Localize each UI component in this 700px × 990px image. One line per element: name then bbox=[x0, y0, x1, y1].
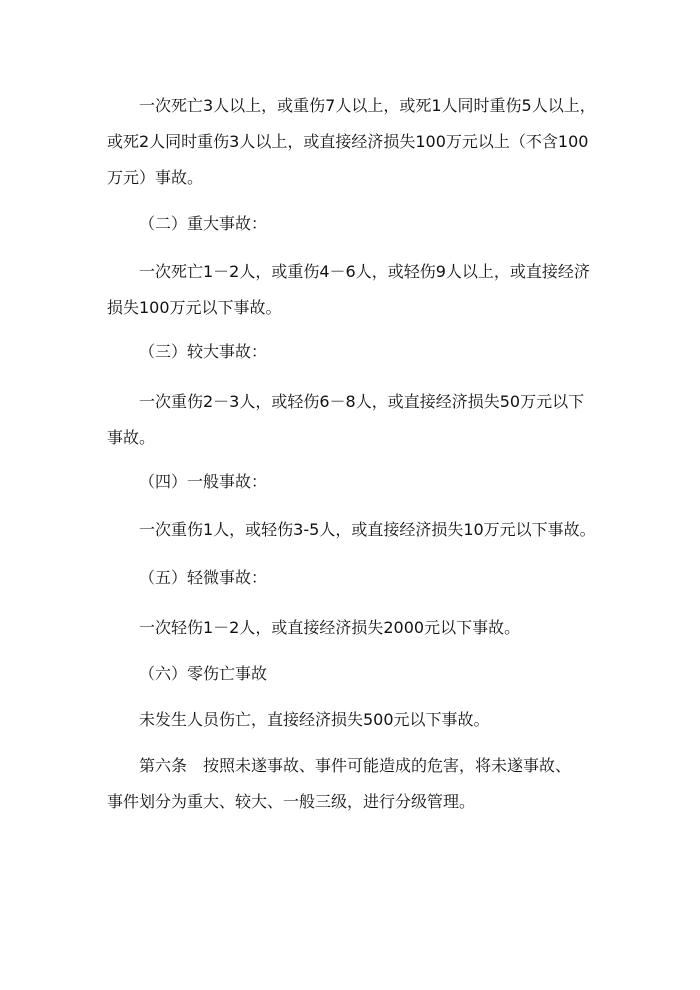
heading-minor-accident bbox=[107, 560, 597, 596]
text-line: 第六条 按照未遂事故、事件可能造成的危害，将未遂事故、 bbox=[139, 756, 572, 775]
heading-major-accident bbox=[107, 206, 597, 242]
paragraph-accident-definition bbox=[107, 88, 597, 196]
text-line: （二）重大事故： bbox=[139, 214, 268, 233]
paragraph-relatively-major-accident bbox=[107, 384, 597, 456]
text-line: 损失100万元以下事故。 bbox=[107, 298, 282, 317]
text-line: 一次死亡3人以上，或重伤7人以上，或死1人同时重伤5人以上， bbox=[139, 96, 596, 115]
text-line: （五）轻微事故： bbox=[139, 568, 268, 587]
text-line: （六）零伤亡事故 bbox=[139, 664, 268, 683]
paragraph-article-six bbox=[107, 748, 597, 820]
text-line: 一次重伤1人，或轻伤3-5人，或直接经济损失10万元以下事故。 bbox=[139, 520, 596, 539]
paragraph-general-accident bbox=[107, 512, 597, 548]
paragraph-minor-accident bbox=[107, 610, 597, 646]
text-line: 一次轻伤1－2人，或直接经济损失2000元以下事故。 bbox=[139, 618, 521, 637]
paragraph-zero-casualty-accident bbox=[107, 702, 597, 738]
text-line: （三）较大事故： bbox=[139, 342, 268, 361]
heading-zero-casualty-accident bbox=[107, 656, 597, 692]
text-line: 事件划分为重大、较大、一般三级，进行分级管理。 bbox=[107, 792, 476, 811]
heading-relatively-major-accident bbox=[107, 334, 597, 370]
text-line: 或死2人同时重伤3人以上，或直接经济损失100万元以上（不含100 bbox=[107, 132, 589, 151]
text-line: 事故。 bbox=[107, 428, 156, 447]
text-line: （四）一般事故： bbox=[139, 472, 268, 491]
heading-general-accident bbox=[107, 464, 597, 500]
text-line: 一次死亡1－2人，或重伤4－6人，或轻伤9人以上，或直接经济 bbox=[139, 262, 590, 281]
text-line: 未发生人员伤亡，直接经济损失500元以下事故。 bbox=[139, 710, 490, 729]
text-line: 万元）事故。 bbox=[107, 168, 204, 187]
paragraph-major-accident bbox=[107, 254, 597, 326]
text-line: 一次重伤2－3人，或轻伤6－8人，或直接经济损失50万元以下 bbox=[139, 392, 585, 411]
